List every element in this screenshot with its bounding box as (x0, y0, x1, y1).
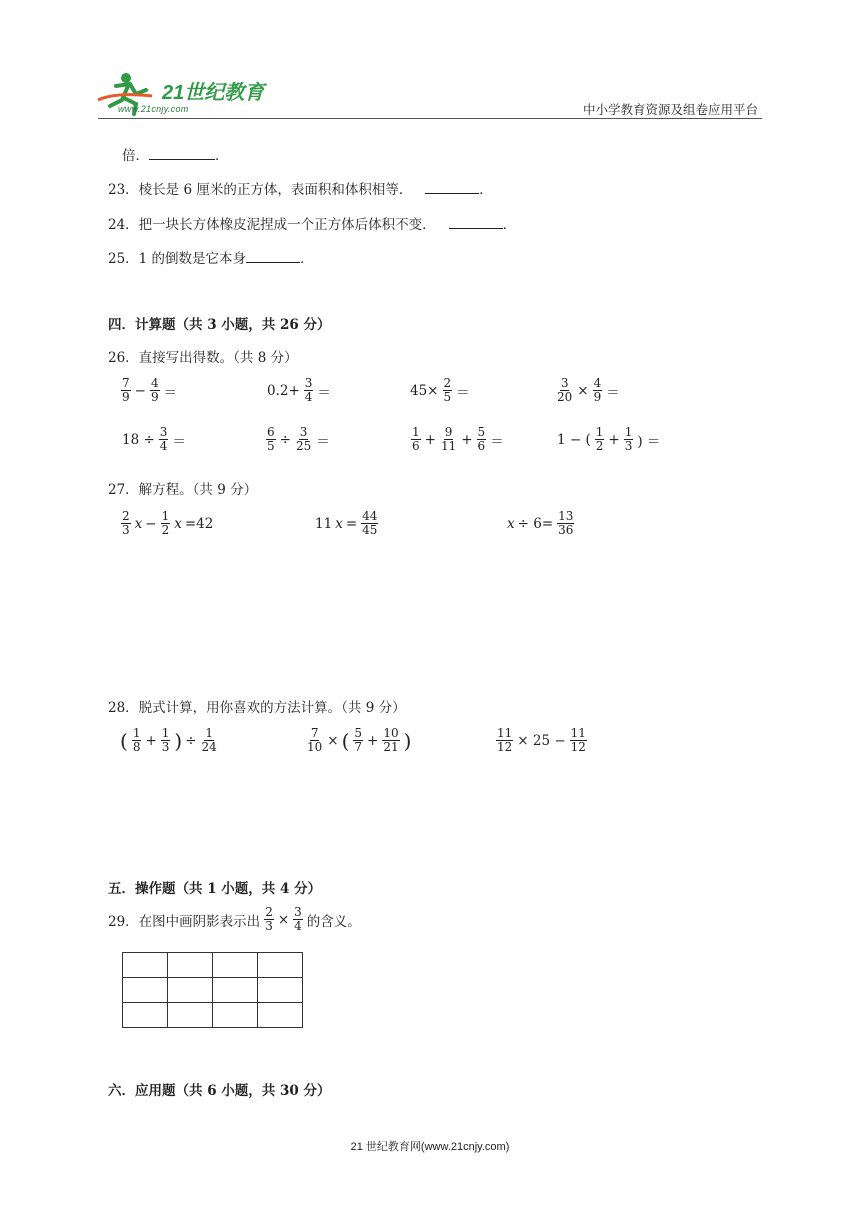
q26-e: 18 ÷ $\frac{3}{4}$ ＝ (122, 425, 186, 453)
q24: 24．把一块长方体橡皮泥捏成一个正方体后体积不变． ． (108, 213, 516, 233)
q26-c: 45× $\frac{2}{5}$ ＝ (410, 376, 470, 404)
q27-a: $\frac{2}{3}$ x − $\frac{1}{2}$ x =42 (122, 509, 214, 537)
grid-cell[interactable] (123, 953, 168, 978)
header-divider (98, 118, 762, 119)
q25: 25．1 的倒数是它本身 ． (108, 247, 314, 267)
grid-cell[interactable] (213, 1003, 258, 1028)
platform-name: 中小学教育资源及组卷应用平台 (582, 102, 758, 117)
q27-c: x ÷ 6= $\frac{13}{36}$ (507, 509, 574, 537)
grid-cell[interactable] (213, 978, 258, 1003)
grid-cell[interactable] (123, 978, 168, 1003)
q26-f: $\frac{6}{5}$ ÷ $\frac{3}{25}$ ＝ (267, 425, 330, 453)
section4-title: 四．计算题（共 3 小题，共 26 分） (108, 317, 331, 333)
grid-cell[interactable] (213, 953, 258, 978)
shading-grid[interactable] (122, 952, 303, 1028)
q26-d: $\frac{3}{20}$ × $\frac{4}{9}$ ＝ (557, 376, 620, 404)
section6-title: 六．应用题（共 6 小题，共 30 分） (108, 1083, 331, 1099)
q23: 23．棱长是 6 厘米的正方体，表面积和体积相等． ． (108, 178, 493, 198)
grid-cell[interactable] (123, 1003, 168, 1028)
q26-b: 0.2+ $\frac{3}{4}$ ＝ (267, 376, 331, 404)
brand-url: www.21cnjy.com (118, 104, 189, 114)
grid-cell[interactable] (168, 953, 213, 978)
q28-title: 28．脱式计算，用你喜欢的方法计算。（共 9 分） (108, 700, 406, 716)
q26-a: $\frac{7}{9}$ − $\frac{4}{9}$ ＝ (122, 376, 178, 404)
q28-b: $\frac{7}{10}$ × ( $\frac{5}{7}$ + $\frac{10}{21}$ ) (307, 726, 412, 754)
q28-c: $\frac{11}{12}$ × 25 − $\frac{11}{12}$ (497, 726, 586, 754)
grid-cell[interactable] (258, 1003, 303, 1028)
grid-cell[interactable] (258, 978, 303, 1003)
q27-title: 27．解方程。（共 9 分） (108, 482, 258, 498)
grid-cell[interactable] (168, 978, 213, 1003)
q29: 29．在图中画阴影表示出 $\frac{2}{3}$ × $\frac{3}{4}$ 的含义。 (108, 905, 361, 933)
q22-tail: 倍． ． (122, 144, 229, 164)
grid-cell[interactable] (168, 1003, 213, 1028)
q28-a: ( $\frac{1}{8}$ + $\frac{1}{3}$ ) ÷ $\frac{1}{24}$ (120, 726, 217, 754)
brand-name: 21世纪教育 (162, 82, 265, 104)
section5-title: 五．操作题（共 1 小题，共 4 分） (108, 881, 322, 897)
q26-g: $\frac{1}{6}$ + $\frac{9}{11}$ + $\frac{5}{6}$ ＝ (412, 425, 504, 453)
page-footer: 21 世纪教育网(www.21cnjy.com) (350, 1141, 510, 1153)
q26-title: 26．直接写出得数。（共 8 分） (108, 350, 298, 366)
grid-cell[interactable] (258, 953, 303, 978)
q27-b: 11 x = $\frac{44}{45}$ (315, 509, 378, 537)
q26-h: 1 − ( $\frac{1}{2}$ + $\frac{1}{3}$ ) ＝ (557, 425, 661, 453)
